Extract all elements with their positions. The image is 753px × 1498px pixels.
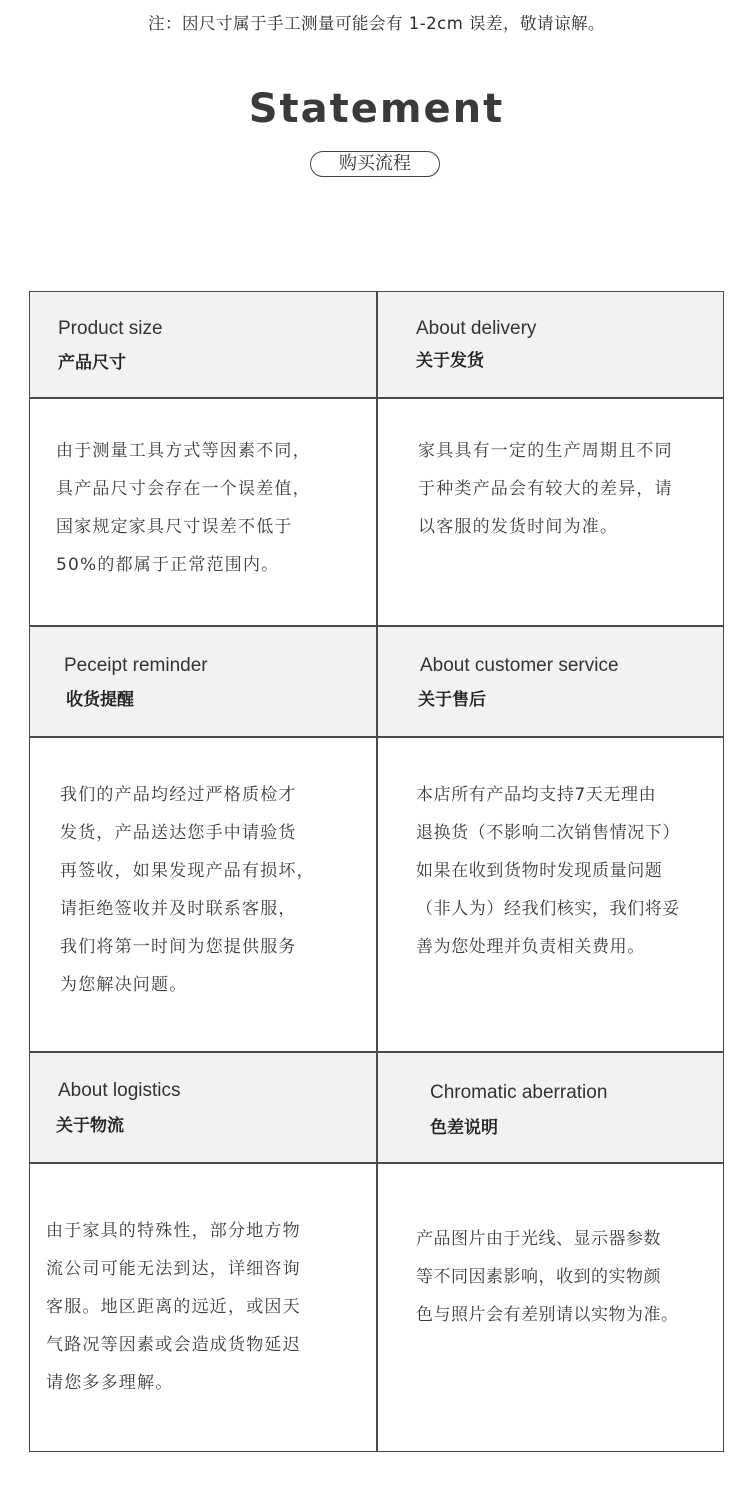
section-title-cn: 收货提醒 [66,690,134,710]
body-line: 由于测量工具方式等因素不同， [56,441,311,461]
grid-divider [29,625,724,627]
section-title-cn: 关于售后 [418,690,486,710]
section-title-en: Chromatic aberration [430,1082,608,1103]
section-title-en: About logistics [58,1080,181,1101]
body-line: 我们的产品均经过严格质检才 [60,785,297,805]
body-line: 退换货（不影响二次销售情况下） [416,823,680,843]
page-title: Statement [248,86,505,132]
body-line: 发货，产品送达您手中请验货 [60,823,297,843]
body-line: 客服。地区距离的远近，或因天 [46,1297,301,1317]
grid-divider [29,397,724,399]
grid-divider-vertical [376,291,378,1452]
body-line: 具产品尺寸会存在一个误差值， [56,479,311,499]
section-body [416,776,680,966]
body-line: 善为您处理并负责相关费用。 [416,937,645,957]
body-line: 等不同因素影响，收到的实物颜 [416,1267,661,1287]
body-line: 色与照片会有差别请以实物为准。 [416,1305,679,1325]
body-line: 我们将第一时间为您提供服务 [60,937,297,957]
section-body [46,1212,301,1402]
section-title-cn: 色差说明 [430,1118,498,1138]
measurement-note: 注：因尺寸属于手工测量可能会有 1-2cm 误差，敬请谅解。 [147,14,606,33]
body-line: 为您解决问题。 [60,975,188,995]
body-line: 于种类产品会有较大的差异，请 [418,479,673,499]
body-line: 产品图片由于光线、显示器参数 [416,1229,661,1249]
body-line: 本店所有产品均支持7天无理由 [416,785,657,805]
body-line: 由于家具的特殊性，部分地方物 [46,1221,301,1241]
section-body [56,432,311,584]
body-line: 气路况等因素或会造成货物延迟 [46,1335,301,1355]
section-body [418,432,673,546]
section-title-en: Peceipt reminder [64,655,208,676]
body-line: 50%的都属于正常范围内。 [56,555,280,575]
section-title-en: About customer service [420,655,619,676]
body-line: 请拒绝签收并及时联系客服， [60,899,297,919]
section-title-cn: 关于发货 [416,351,484,371]
section-title-en: About delivery [416,318,537,339]
body-line: 家具具有一定的生产周期且不同 [418,441,673,461]
grid-divider [29,736,724,738]
grid-divider [29,1051,724,1053]
section-body [60,776,315,1004]
body-line: 流公司可能无法到达，详细咨询 [46,1259,301,1279]
body-line: 如果在收到货物时发现质量问题 [416,861,663,881]
section-body [416,1220,679,1334]
purchase-process-label: 购买流程 [310,151,440,177]
body-line: 再签收，如果发现产品有损坏， [60,861,315,881]
section-title-cn: 关于物流 [56,1116,124,1136]
grid-divider [29,1162,724,1164]
body-line: 以客服的发货时间为准。 [418,517,619,537]
body-line: 请您多多理解。 [46,1373,174,1393]
body-line: （非人为）经我们核实，我们将妥 [416,899,680,919]
section-title-cn: 产品尺寸 [58,353,126,373]
section-title-en: Product size [58,318,163,339]
body-line: 国家规定家具尺寸误差不低于 [56,517,293,537]
